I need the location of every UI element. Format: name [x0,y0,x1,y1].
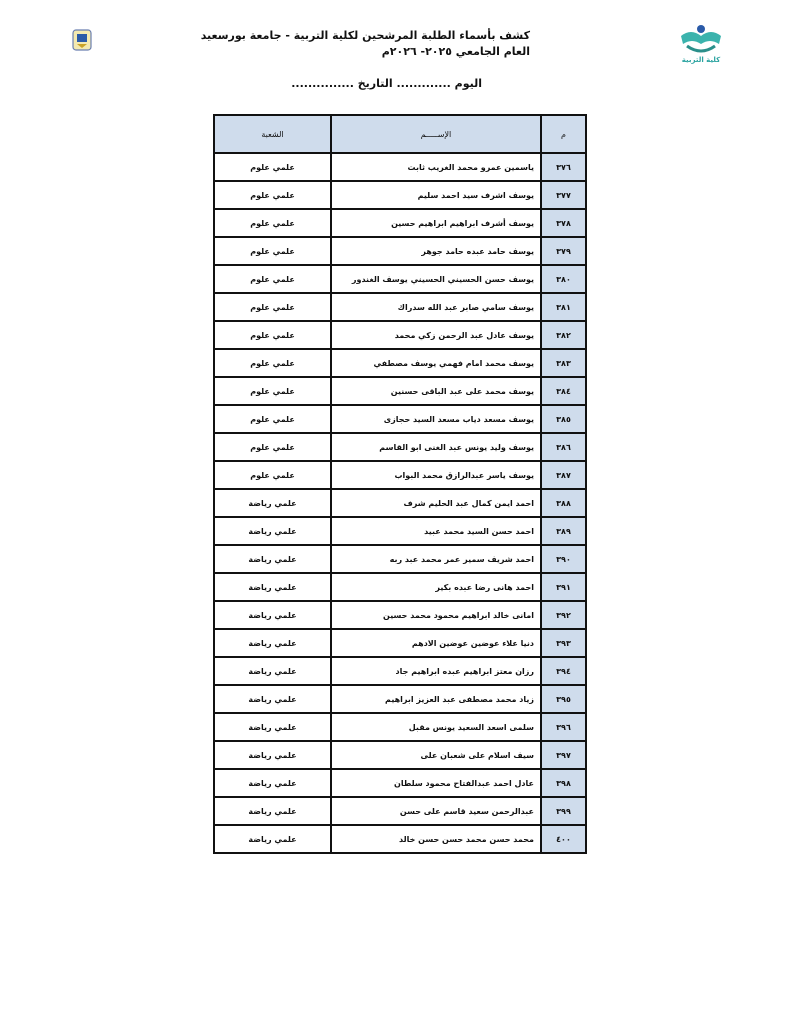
row-number: ٣٧٨ [541,209,586,237]
table-row [214,433,586,461]
table-row [214,153,586,181]
table-row [214,601,586,629]
header-num: م [541,115,586,153]
student-name: يوسف عادل عبد الرحمن زكي محمد [331,321,541,349]
document-title: كشف بأسماء الطلبة المرشحين لكلية التربية - جامعة بورسعيد [200,29,530,42]
row-number: ٣٨٤ [541,377,586,405]
table-row [214,181,586,209]
student-name: يوسف محمد على عبد الباقى حسنين [331,377,541,405]
student-branch: علمي علوم [214,377,331,405]
table-body [214,153,586,853]
row-number: ٣٧٦ [541,153,586,181]
student-branch: علمي علوم [214,349,331,377]
row-number: ٣٨٢ [541,321,586,349]
student-branch: علمي رياضة [214,797,331,825]
student-branch: علمي علوم [214,293,331,321]
student-branch: علمي علوم [214,181,331,209]
row-number: ٣٩٠ [541,545,586,573]
academic-year: العام الجامعي ٢٠٢٥- ٢٠٢٦م [381,45,530,58]
student-branch: علمي رياضة [214,685,331,713]
university-seal-icon [72,29,92,51]
student-name: دنيا علاء عوضين عوضين الادهم [331,629,541,657]
student-branch: علمي علوم [214,405,331,433]
table-row [214,769,586,797]
student-branch: علمي رياضة [214,517,331,545]
student-branch: علمي رياضة [214,825,331,853]
row-number: ٣٩٥ [541,685,586,713]
student-name: زياد محمد مصطفى عبد العزيز ابراهيم [331,685,541,713]
student-branch: علمي رياضة [214,573,331,601]
table-row [214,293,586,321]
student-branch: علمي رياضة [214,741,331,769]
student-name: يوسف ياسر عبدالرازق محمد البواب [331,461,541,489]
table-row [214,489,586,517]
row-number: ٣٩٤ [541,657,586,685]
student-name: يوسف سامي صابر عبد الله سدراك [331,293,541,321]
row-number: ٣٨٨ [541,489,586,517]
students-table [213,114,587,854]
student-branch: علمي علوم [214,153,331,181]
student-branch: علمي علوم [214,237,331,265]
student-branch: علمي رياضة [214,657,331,685]
student-name: عبدالرحمن سعيد قاسم على حسن [331,797,541,825]
student-name: احمد حسن السيد محمد عبيد [331,517,541,545]
table-row [214,405,586,433]
table-row [214,545,586,573]
table-row [214,657,586,685]
header-branch: الشعبة [214,115,331,153]
row-number: ٣٩٧ [541,741,586,769]
table-row [214,517,586,545]
student-branch: علمي علوم [214,433,331,461]
student-name: يوسف اشرف سيد احمد سليم [331,181,541,209]
table-header-row [214,115,586,153]
table-row [214,461,586,489]
student-name: يوسف وليد يونس عبد الغنى ابو القاسم [331,433,541,461]
header-name: الإســـــم [331,115,541,153]
student-name: يوسف حامد عبده حامد جوهر [331,237,541,265]
row-number: ٣٨٣ [541,349,586,377]
row-number: ٣٩٩ [541,797,586,825]
table-row [214,321,586,349]
student-branch: علمي رياضة [214,769,331,797]
table-row [214,349,586,377]
student-branch: علمي رياضة [214,601,331,629]
student-name: يوسف محمد امام فهمي يوسف مصطفي [331,349,541,377]
row-number: ٣٨١ [541,293,586,321]
student-branch: علمي رياضة [214,489,331,517]
table-row [214,629,586,657]
table-row [214,713,586,741]
day-date-line: اليوم ............. التاريخ ............... [291,77,482,90]
student-name: امانى خالد ابراهيم محمود محمد حسين [331,601,541,629]
row-number: ٣٨٩ [541,517,586,545]
table-row [214,237,586,265]
row-number: ٣٨٥ [541,405,586,433]
student-name: سيف اسلام على شعبان على [331,741,541,769]
row-number: ٣٧٩ [541,237,586,265]
table-row [214,825,586,853]
logo-caption: كلية التربية [681,56,721,64]
student-name: يوسف مسعد دياب مسعد السيد حجازى [331,405,541,433]
row-number: ٣٩٣ [541,629,586,657]
student-name: سلمى اسعد السعيد يونس مقبل [331,713,541,741]
student-branch: علمي رياضة [214,545,331,573]
student-name: احمد ايمن كمال عبد الحليم شرف [331,489,541,517]
student-name: احمد شريف سمير عمر محمد عبد ربه [331,545,541,573]
student-name: رزان معتز ابراهيم عبده ابراهيم جاد [331,657,541,685]
student-branch: علمي علوم [214,209,331,237]
row-number: ٣٩٨ [541,769,586,797]
student-name: احمد هانى رضا عبده بكير [331,573,541,601]
document-header [200,28,530,92]
student-branch: علمي رياضة [214,629,331,657]
student-name: يوسف حسن الحسيني الحسيني يوسف الغندور [331,265,541,293]
student-name: ياسمين عمرو محمد الغريب ثابت [331,153,541,181]
table-row [214,685,586,713]
student-branch: علمي رياضة [214,713,331,741]
row-number: ٤٠٠ [541,825,586,853]
faculty-of-education-logo [673,22,729,68]
row-number: ٣٨٦ [541,433,586,461]
table-row [214,573,586,601]
row-number: ٣٩٦ [541,713,586,741]
row-number: ٣٩٢ [541,601,586,629]
row-number: ٣٨٠ [541,265,586,293]
row-number: ٣٧٧ [541,181,586,209]
student-branch: علمي علوم [214,321,331,349]
table-row [214,265,586,293]
table-row [214,741,586,769]
student-name: محمد حسن محمد حسن حسن خالد [331,825,541,853]
row-number: ٣٨٧ [541,461,586,489]
table-row [214,797,586,825]
row-number: ٣٩١ [541,573,586,601]
student-branch: علمي علوم [214,461,331,489]
student-branch: علمي علوم [214,265,331,293]
table-row [214,209,586,237]
table-row [214,377,586,405]
student-name: عادل احمد عبدالفتاح محمود سلطان [331,769,541,797]
student-name: يوسف أشرف ابراهيم ابراهيم حسين [331,209,541,237]
